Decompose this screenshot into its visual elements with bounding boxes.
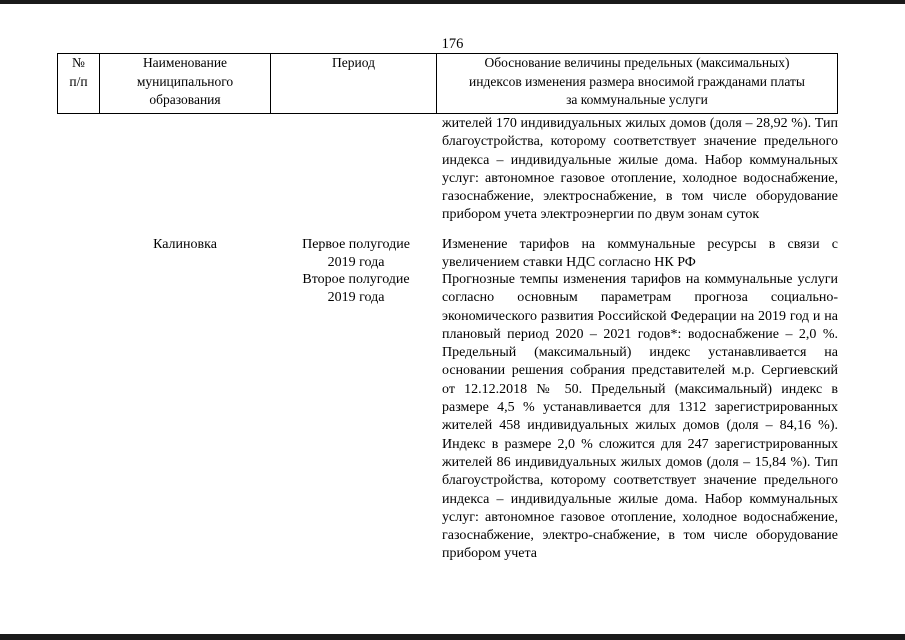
continuation-text [442,115,838,235]
scan-bottom-border [0,634,905,640]
page-number: 176 [441,36,464,52]
justification-paragraph-2: Прогнозные темпы изменения тарифов на коммунальные услуги согласно основным параметрам прогноза социально-экономического развития Российской Федерации на 2019 год и на плановый период 2020 – 2021 годов*: водоснабжение – 2,0 %. Предельный (максимальный) индекс устанавливается на основании решения собрания представителей м.р. Сергиевский от 12.12.2018 № 50. Предельный (максимальный) индекс в размере 4,5 % устанавливается для 1312 зарегистрированных жителей 458 индивидуальных жилых домов (доля – 84,16 %). Индекс в размере 2,0 % сложится для 247 зарегистрированных жителей 86 индивидуальных жилых домов (доля – 15,84 %). Тип благоустройства, которому соответствует значение предельного индекса – индивидуальные жилые дома. Набор коммунальных услуг: автономное газовое отопление, холодное водоснабжение, газоснабжение, электро-снабжение, в том числе оборудование прибором учета [442,272,838,562]
cell-period-2: Второе полугодие 2019 года [302,272,410,305]
header-justification: Обоснование величины предельных (максимальных) индексов изменения размера вносимой гражданами платы за коммунальные услуги [469,55,805,107]
cell-period-1: Первое полугодие 2019 года [302,237,410,270]
scan-top-border [0,0,905,4]
cell-justification-2 [442,271,838,587]
cell-justification-1 [442,236,838,273]
header-num: № п/п [69,55,88,89]
justification-paragraph-1: Изменение тарифов на коммунальные ресурсы в связи с увеличением ставки НДС согласно НК РФ [442,237,838,271]
cell-municipality: Калиновка [153,237,217,252]
continuation-paragraph: жителей 170 индивидуальных жилых домов (доля – 28,92 %). Тип благоустройства, которому соответствует значение предельного индекса – индивидуальные жилые дома. Набор коммунальных услуг: автономное газовое отопление, холодное водоснабжение, газоснабжение, электроснабжение, в том числе оборудование прибором учета электроэнергии по двум зонам суток [442,116,838,223]
table-right-line [837,53,838,114]
header-period: Период [332,55,375,70]
header-municipality: Наименование муниципального образования [136,55,234,107]
table-header-bottom-line [57,113,837,114]
